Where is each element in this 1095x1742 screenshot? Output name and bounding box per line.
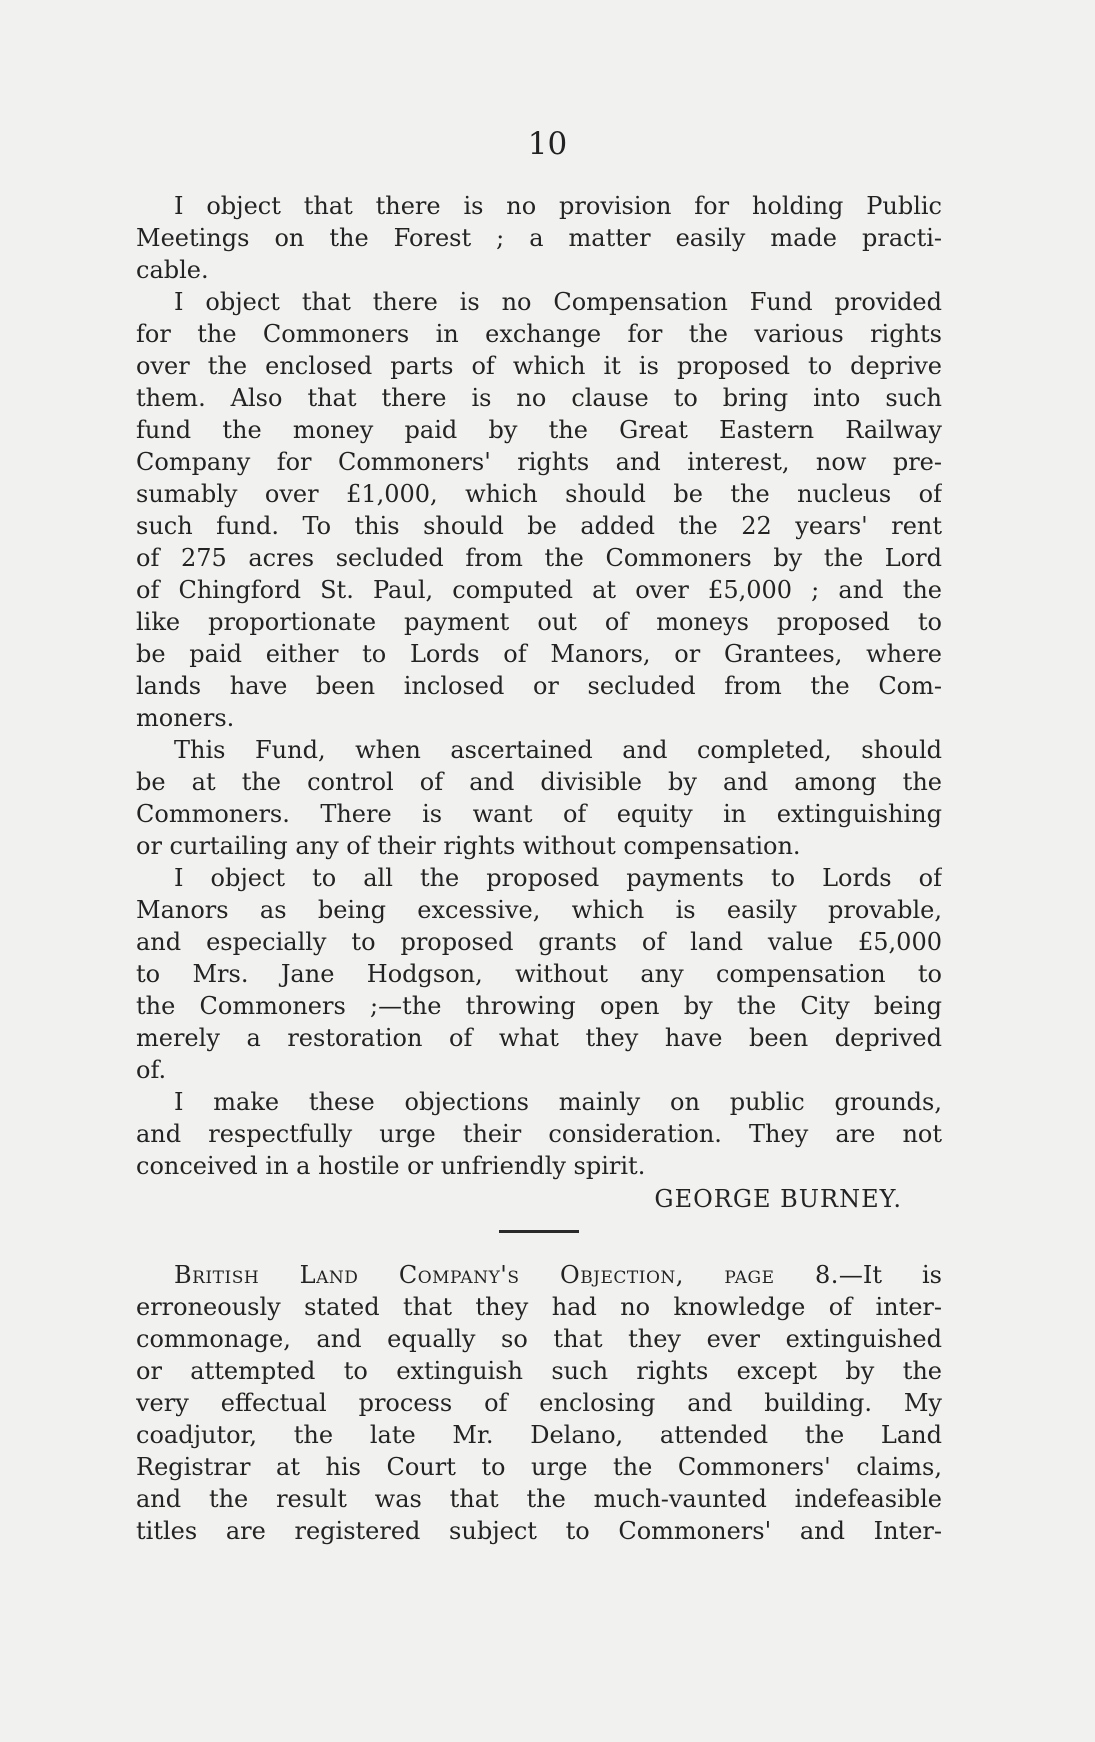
text-line bbox=[136, 1259, 942, 1291]
text-line: to Mrs. Jane Hodgson, without any compensation to bbox=[136, 960, 942, 988]
objection-heading: British Land Company's Objection, page 8. bbox=[174, 1261, 839, 1289]
text-line: the Commoners ;—the throwing open by the City being bbox=[136, 992, 942, 1020]
paragraph bbox=[136, 1086, 942, 1182]
text-line: over the enclosed parts of which it is proposed to deprive bbox=[136, 352, 942, 380]
objection-text: —It is bbox=[838, 1261, 942, 1289]
paragraph bbox=[136, 862, 942, 1086]
text-line: sumably over £1,000, which should be the nucleus of bbox=[136, 480, 942, 508]
text-line: and especially to proposed grants of land value £5,000 bbox=[136, 928, 942, 956]
text-line: merely a restoration of what they have been deprived bbox=[136, 1024, 942, 1052]
text-line: and respectfully urge their consideration. They are not bbox=[136, 1120, 942, 1148]
text-line: cable. bbox=[136, 256, 209, 284]
text-line: Manors as being excessive, which is easily provable, bbox=[136, 896, 942, 924]
text-line: such fund. To this should be added the 22 years' rent bbox=[136, 512, 942, 540]
objection-paragraphs bbox=[136, 190, 942, 1182]
text-line: like proportionate payment out of moneys proposed to bbox=[136, 608, 942, 636]
text-line: be paid either to Lords of Manors, or Grantees, where bbox=[136, 640, 942, 668]
text-line: conceived in a hostile or unfriendly spirit. bbox=[136, 1152, 646, 1180]
text-line: very effectual process of enclosing and building. My bbox=[136, 1389, 942, 1417]
text-line: or attempted to extinguish such rights except by the bbox=[136, 1357, 942, 1385]
text-line: of Chingford St. Paul, computed at over £5,000 ; and the bbox=[136, 576, 942, 604]
text-line: I object that there is no provision for holding Public bbox=[174, 192, 942, 220]
page-number: 10 bbox=[527, 126, 568, 162]
text-line: Company for Commoners' rights and interest, now pre- bbox=[136, 448, 942, 476]
text-line: Commoners. There is want of equity in extinguishing bbox=[136, 800, 942, 828]
text-line: This Fund, when ascertained and completed, should bbox=[174, 736, 942, 764]
text-line: I object that there is no Compensation Fund provided bbox=[174, 288, 942, 316]
text-line: Meetings on the Forest ; a matter easily made practi- bbox=[136, 224, 942, 252]
text-line: of. bbox=[136, 1056, 167, 1084]
text-line: for the Commoners in exchange for the various rights bbox=[136, 320, 942, 348]
text-line: fund the money paid by the Great Eastern Railway bbox=[136, 416, 942, 444]
section-divider bbox=[499, 1230, 579, 1233]
text-line: of 275 acres secluded from the Commoners by the Lord bbox=[136, 544, 942, 572]
paragraph bbox=[136, 734, 942, 862]
text-line: commonage, and equally so that they ever extinguished bbox=[136, 1325, 942, 1353]
body-text bbox=[136, 190, 942, 1547]
text-line: Registrar at his Court to urge the Commoners' claims, bbox=[136, 1453, 942, 1481]
text-line: and the result was that the much-vaunted indefeasible bbox=[136, 1485, 942, 1513]
text-line: lands have been inclosed or secluded from the Com- bbox=[136, 672, 942, 700]
paragraph bbox=[136, 286, 942, 734]
british-land-company-objection bbox=[136, 1259, 942, 1547]
text-line: moners. bbox=[136, 704, 235, 732]
paragraph bbox=[136, 190, 942, 286]
text-line: erroneously stated that they had no knowledge of inter- bbox=[136, 1293, 942, 1321]
text-line: be at the control of and divisible by and among the bbox=[136, 768, 942, 796]
signature: GEORGE BURNEY. bbox=[654, 1185, 902, 1213]
text-line: I make these objections mainly on public grounds, bbox=[174, 1088, 942, 1116]
text-line: them. Also that there is no clause to bring into such bbox=[136, 384, 942, 412]
text-line: I object to all the proposed payments to Lords of bbox=[174, 864, 942, 892]
text-line: titles are registered subject to Commoners' and Inter- bbox=[136, 1517, 942, 1545]
text-line: or curtailing any of their rights without compensation. bbox=[136, 832, 801, 860]
text-line: coadjutor, the late Mr. Delano, attended the Land bbox=[136, 1421, 942, 1449]
